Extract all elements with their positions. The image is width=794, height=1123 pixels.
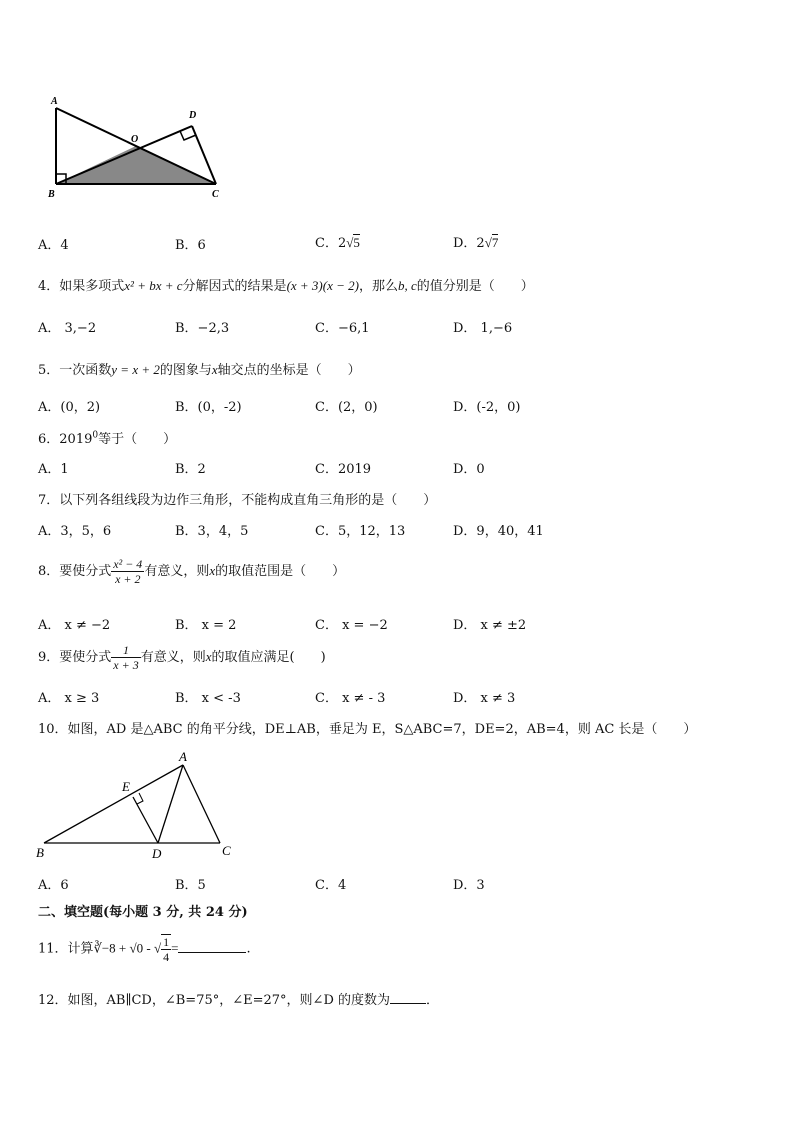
q9-fraction-denominator: x + 3 xyxy=(113,658,139,672)
q4-option-d[interactable]: D． 1,−6 xyxy=(453,321,513,336)
q9-stem-suffix: 的取值应满足( ) xyxy=(211,650,326,665)
q8-stem xyxy=(38,557,345,586)
q6-option-a[interactable]: A．1 xyxy=(38,462,69,477)
q8-option-d[interactable]: D． x ≠ ±2 xyxy=(453,618,527,633)
q5-stem-mid: 的图象与 xyxy=(159,363,212,378)
segment-de xyxy=(133,797,158,843)
q10-option-b[interactable]: B．5 xyxy=(175,878,206,893)
q7-option-b[interactable]: B．3，4，5 xyxy=(175,524,249,539)
q9-fraction xyxy=(111,643,140,672)
q4-stem-mid: 分解因式的结果是 xyxy=(182,279,287,294)
q11-stem: 11．计算∛−8 + √0 - √ $\frac{1}{4}$ = . xyxy=(38,935,251,964)
q9-option-c[interactable]: C． x ≠ - 3 xyxy=(315,691,386,706)
q4-stem-suffix: 的值分别是（ ） xyxy=(416,279,534,294)
q3-option-a[interactable]: A．4 xyxy=(38,238,69,253)
sqrt-icon: √ xyxy=(484,235,492,250)
q11-cube-root: ∛−8 xyxy=(93,940,116,956)
q3-option-c[interactable] xyxy=(315,232,360,251)
q9-option-b[interactable]: B． x < -3 xyxy=(175,691,241,706)
q5-stem-suffix: 轴交点的坐标是（ ） xyxy=(217,363,361,378)
q10-option-a[interactable]: A．6 xyxy=(38,878,69,893)
q3-option-d-radicand: 7 xyxy=(491,235,499,250)
q9-option-d[interactable]: D． x ≠ 3 xyxy=(453,691,516,706)
label-b: B xyxy=(36,845,44,860)
q10-option-c[interactable]: C．4 xyxy=(315,878,347,893)
q11-expr: + √0 - xyxy=(115,940,154,956)
q3-option-d-prefix: D．2 xyxy=(453,236,485,251)
label-e: E xyxy=(122,779,130,794)
q8-stem-suffix: 的取值范围是（ ） xyxy=(215,564,346,579)
label-b: B xyxy=(48,189,55,200)
q6-stem-suffix: 等于（ ） xyxy=(98,432,177,447)
section-title-fill-in: 二、填空题(每小题 3 分, 共 24 分) xyxy=(38,905,248,920)
label-a: A xyxy=(179,749,187,764)
q8-stem-mid: 有意义，则 xyxy=(144,564,210,579)
q9-fraction-numerator: 1 xyxy=(111,643,140,658)
q9-stem-prefix: 9．要使分式 xyxy=(38,650,112,665)
sqrt-icon: √ xyxy=(153,940,162,956)
q11-prefix: 11．计算 xyxy=(38,941,94,957)
q8-option-c[interactable]: C． x = −2 xyxy=(315,618,388,633)
q12-stem xyxy=(38,989,439,1008)
q10-stem: 10．如图，AD 是△ABC 的角平分线，DE⊥AB，垂足为 E，S△ABC=7，DE=2，AB=4，则 AC 长是（ ） xyxy=(38,722,697,737)
q9-stem-mid: 有意义，则 xyxy=(140,650,206,665)
q12-end: ． xyxy=(426,993,440,1008)
q4-option-a[interactable]: A． 3,−2 xyxy=(38,321,97,336)
label-d: D xyxy=(189,110,197,121)
q4-vars: b, c xyxy=(397,278,417,293)
q3-option-d[interactable] xyxy=(453,232,498,251)
q4-option-c[interactable]: C．−6,1 xyxy=(315,321,370,336)
q3-option-c-prefix: C．2 xyxy=(315,236,347,251)
q11-fraction xyxy=(161,934,171,964)
q10-option-d[interactable]: D．3 xyxy=(453,878,485,893)
label-a: A xyxy=(51,96,58,107)
q8-fraction xyxy=(111,557,144,586)
q4-option-b[interactable]: B．−2,3 xyxy=(175,321,230,336)
q4-stem-mid2: ，那么 xyxy=(358,279,398,294)
right-angle-mark-e xyxy=(137,793,143,804)
q8-fraction-denominator: x + 2 xyxy=(115,572,141,586)
q9-var: x xyxy=(205,649,212,664)
q5-stem-prefix: 5．一次函数 xyxy=(38,363,112,378)
q5-option-d[interactable]: D．(-2，0) xyxy=(453,400,521,415)
shaded-triangle-boc xyxy=(56,146,216,184)
q5-option-c[interactable]: C．(2，0) xyxy=(315,400,378,415)
q8-option-a[interactable]: A． x ≠ −2 xyxy=(38,618,111,633)
q9-option-a[interactable]: A． x ≥ 3 xyxy=(38,691,100,706)
label-c: C xyxy=(222,843,231,858)
q4-factored: (x + 3)(x − 2) xyxy=(286,278,359,293)
q5-function: y = x + 2 xyxy=(111,362,160,377)
q6-stem-prefix: 6．2019 xyxy=(38,432,93,447)
q7-stem: 7．以下列各组线段为边作三角形，不能构成直角三角形的是（ ） xyxy=(38,493,437,508)
q12-stem-text: 12．如图，AB∥CD，∠B=75°，∠E=27°，则∠D 的度数为 xyxy=(38,993,391,1008)
q6-exponent: 0 xyxy=(92,430,99,441)
q7-option-d[interactable]: D．9，40，41 xyxy=(453,524,544,539)
q5-option-a[interactable]: A．(0，2) xyxy=(38,400,101,415)
q6-option-b[interactable]: B．2 xyxy=(175,462,206,477)
q8-option-b[interactable]: B． x = 2 xyxy=(175,618,237,633)
q11-equals: = xyxy=(171,940,179,956)
q5-option-b[interactable]: B．(0，-2) xyxy=(175,400,242,415)
q11-fraction-denominator: 4 xyxy=(163,950,170,964)
q4-stem xyxy=(38,275,534,294)
sqrt-icon: √ xyxy=(346,235,354,250)
label-o: O xyxy=(131,134,139,145)
q11-fraction-numerator: 1 xyxy=(163,935,170,949)
q6-stem xyxy=(38,428,176,447)
figure-triangles-abcd xyxy=(40,90,230,205)
q7-option-a[interactable]: A．3，5，6 xyxy=(38,524,112,539)
segment-ac xyxy=(183,765,220,843)
q3-option-c-radicand: 5 xyxy=(353,235,360,250)
q8-fraction-numerator: x² − 4 xyxy=(113,557,143,571)
q4-stem-prefix: 4．如果多项式 xyxy=(38,279,125,294)
label-d: D xyxy=(152,846,162,861)
q8-stem-prefix: 8．要使分式 xyxy=(38,564,112,579)
q5-axis: x xyxy=(211,362,218,377)
q6-option-d[interactable]: D．0 xyxy=(453,462,485,477)
q4-polynomial: x² + bx + c xyxy=(124,278,183,293)
q7-option-c[interactable]: C．5，12，13 xyxy=(315,524,406,539)
figure-triangle-abc-bisector xyxy=(30,745,250,865)
q3-option-b[interactable]: B．6 xyxy=(175,238,206,253)
q8-var: x xyxy=(209,563,216,578)
label-c: C xyxy=(212,189,219,200)
q11-answer-blank[interactable] xyxy=(178,952,246,953)
q9-stem xyxy=(38,643,326,672)
q12-answer-blank[interactable] xyxy=(390,1003,426,1004)
q6-option-c[interactable]: C．2019 xyxy=(315,462,372,477)
q5-stem xyxy=(38,359,361,378)
